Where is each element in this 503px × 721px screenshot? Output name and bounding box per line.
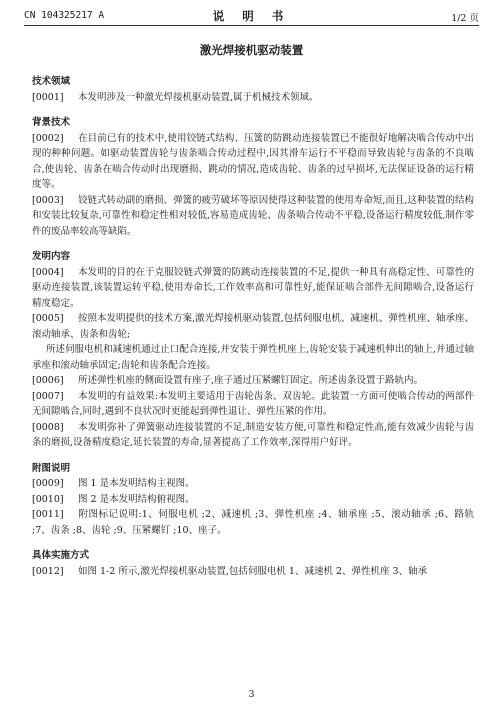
document-title: 激光焊接机驱动装置 [199,43,304,57]
paragraph-number: [0007] [32,390,64,402]
paragraph-number: [0003] [32,194,64,206]
section-heading: 背景技术 [32,117,71,128]
page-header [24,7,479,26]
paragraph-number: [0006] [32,375,64,386]
paragraph-number: [0012] [32,565,64,577]
paragraph-text: 所述弹性机座的侧面设置有座子,座子通过压紧螺钉固定。所述齿条设置于路轨内。 [78,375,424,386]
page-number: 3 [248,689,255,700]
paragraph [32,265,474,312]
paragraph [32,90,474,106]
paragraph-text: 图 1 是本发明结构主视图。 [78,478,195,489]
paragraph [32,311,474,342]
paragraph-text: 本发明弥补了弹簧驱动连接装置的不足,制造安装方便,可靠性和稳定性高,能有效减少齿轮与齿条的磨损,设备精度稳定,延长装置的寿命,显著提高了工作效率,深得用户好评。 [32,421,474,448]
paragraph [32,373,474,389]
section-heading: 发明内容 [32,251,71,262]
paragraph-number: [0002] [32,132,64,144]
paragraph [32,420,474,451]
paragraph-text: 本发明的目的在于克服铰链式弹簧的防跳动连接装置的不足,提供一种具有高稳定性、可靠性的驱动连接装置,该装置运转平稳,使用寿命长,工作效率高和可靠性好,能保证啮合部件无间隙啮合,设备运行精度稳定。 [32,266,474,309]
page-indicator: 1/2 页 [451,13,479,24]
paragraph-text: 附图标记说明:1、伺服电机 ;2、减速机 ;3、弹性机座 ;4、轴承座 ;5、滚动轴承 ;6、路轨 ;7、齿条 ;8、齿轮 ;9、压紧螺钉 ;10、座子。 [32,509,474,536]
section-heading: 技术领域 [32,76,71,87]
paragraph-text: 本发明的有益效果:本发明主要适用于齿轮齿条、双齿轮。此装置一方面可使啮合传动的两部件无间隙啮合,同时,遇到不良状况时更能起到弹性退让、弹性压紧的作用。 [32,390,474,417]
document-id: CN 104325217 A [24,10,105,21]
paragraph [32,131,474,193]
paragraph [32,564,474,580]
paragraph-text: 按照本发明提供的技术方案,激光焊接机驱动装置,包括伺服电机、减速机、弹性机座、轴承座、滚动轴承、齿条和齿轮; [32,313,474,340]
document-type: 说 明 书 [212,9,291,23]
paragraph-text: 如图 1-2 所示,激光焊接机驱动装置,包括伺服电机 1、减速机 2、弹性机座 3、轴承 [78,565,428,577]
section-heading: 附图说明 [32,462,71,474]
paragraph-continuation: 所述伺服电机和减速机通过止口配合连接,并安装于弹性机座上,齿轮安装于减速机伸出的轴上,并通过轴承座和滚动轴承固定;齿轮和齿条配合连接。 [32,344,474,371]
paragraph-number: [0010] [32,493,64,505]
paragraph-text: 铰链式转动副的磨损、弹簧的疲劳破坏等原因使得这种装置的使用寿命短,而且,这种装置的结构和安装比较复杂,可靠性和稳定性相对较低,容易造成齿轮、齿条啮合传动不平稳,设备运行精度较低,制作零件的废品率较高等缺陷。 [32,194,474,237]
paragraph-number: [0011] [32,509,64,520]
paragraph-number: [0009] [32,478,64,489]
paragraph [32,507,474,538]
paragraph-text: 本发明涉及一种激光焊接机驱动装置,属于机械技术领域。 [78,91,319,103]
paragraph-number: [0001] [32,91,64,103]
paragraph [32,476,474,492]
paragraph-text: 在目前已有的技术中,使用铰链式结构、压簧的防跳动连接装置已不能很好地解决啮合传动中出现的种种问题。如驱动装置齿轮与齿条啮合传动过程中,因其滑车运行不平稳而导致齿轮与齿条的不良啮合,使齿轮、齿条在啮合传动时出现磨损、跳动的情况,造成齿轮、齿条的过早损坏,无法保证设备的运行精度等。 [32,132,474,190]
paragraph [32,193,474,240]
paragraph-number: [0008] [32,421,64,433]
paragraph-text: 图 2 是本发明结构俯视图。 [78,493,195,505]
paragraph [32,492,474,508]
paragraph [32,389,474,420]
paragraph-number: [0004] [32,266,64,278]
paragraph-number: [0005] [32,313,64,324]
section-heading: 具体实施方式 [32,550,90,561]
document-body [32,74,474,579]
